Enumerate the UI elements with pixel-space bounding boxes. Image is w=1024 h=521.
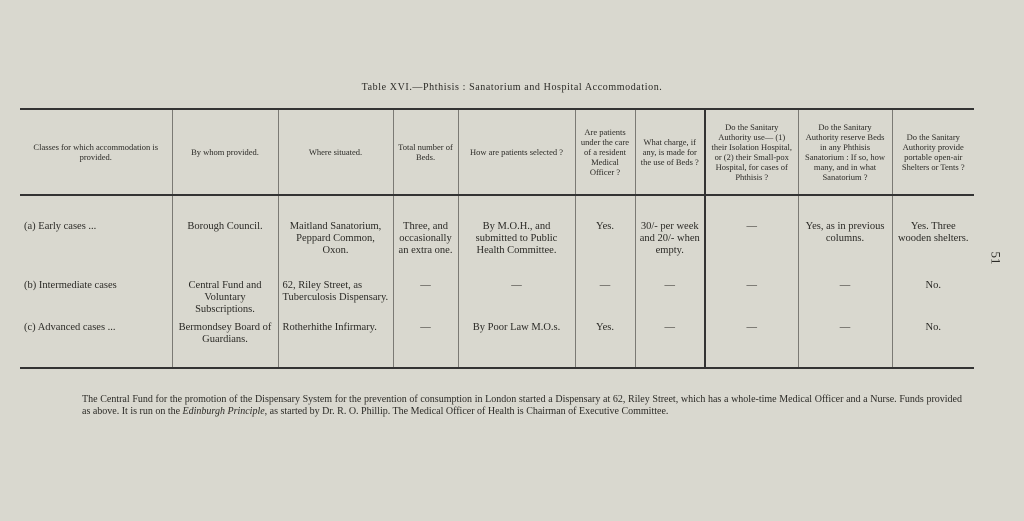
cell-charge: —	[635, 274, 705, 322]
cell-reserve-beds: Yes, as in previous columns.	[798, 195, 892, 274]
cell-situated: 62, Riley Street, as Tuberculosis Dispensary.	[278, 274, 393, 322]
accommodation-table	[20, 108, 974, 369]
cell-resident-officer: —	[575, 274, 635, 322]
table-row	[20, 195, 974, 274]
cell-beds: —	[393, 274, 458, 322]
table-caption: Table XVI.—Phthisis : Sanatorium and Hospital Accommodation.	[361, 82, 663, 93]
table-row	[20, 322, 974, 368]
table-row	[20, 274, 974, 322]
cell-provided-by: Bermondsey Board of Guardians.	[172, 322, 278, 368]
cell-selected: By Poor Law M.O.s.	[458, 322, 575, 368]
footnote-emphasis: Edinburgh Principle	[182, 405, 265, 417]
cell-provided-by: Borough Council.	[172, 195, 278, 274]
cell-situated: Maitland Sanatorium, Peppard Common, Oxon.	[278, 195, 393, 274]
header-row	[20, 109, 974, 195]
header-reserve-beds: Do the Sanitary Authority reserve Beds in any Phthisis Sanatorium : If so, how many, and in what Sanatorium ?	[798, 109, 892, 195]
cell-reserve-beds: —	[798, 274, 892, 322]
cell-resident-officer: Yes.	[575, 322, 635, 368]
header-total-beds: Total number of Beds.	[393, 109, 458, 195]
footnote	[82, 394, 962, 417]
header-shelters: Do the Sanitary Authority provide portable open-air Shelters or Tents ?	[892, 109, 974, 195]
cell-class: (c) Advanced cases ...	[20, 322, 172, 368]
cell-selected: By M.O.H., and submitted to Public Health Committee.	[458, 195, 575, 274]
footnote-text-end: , as started by Dr. R. O. Phillip. The Medical Officer of Health is Chairman of Executive Committee.	[264, 405, 669, 417]
header-classes: Classes for which accommodation is provided.	[20, 109, 172, 195]
cell-isolation: —	[705, 195, 798, 274]
header-by-whom: By whom provided.	[172, 109, 278, 195]
header-where: Where situated.	[278, 109, 393, 195]
cell-charge: —	[635, 322, 705, 368]
cell-shelters: No.	[892, 274, 974, 322]
cell-isolation: —	[705, 274, 798, 322]
cell-reserve-beds: —	[798, 322, 892, 368]
cell-situated: Rotherhithe Infirmary.	[278, 322, 393, 368]
cell-provided-by: Central Fund and Voluntary Subscriptions.	[172, 274, 278, 322]
footnote-text: The Central Fund for the promotion of the Dispensary System for the prevention of consumption in London started a Dispensary at 62, Riley Street, which has a whole-time Medical Officer and a Nurse. Funds provided as above. It is run on the	[82, 394, 962, 417]
cell-resident-officer: Yes.	[575, 195, 635, 274]
header-selection: How are patients selected ?	[458, 109, 575, 195]
cell-isolation: —	[705, 322, 798, 368]
cell-shelters: Yes. Three wooden shelters.	[892, 195, 974, 274]
header-charge: What charge, if any, is made for the use of Beds ?	[635, 109, 705, 195]
page-number: 51	[988, 251, 1004, 265]
cell-class: (b) Intermediate cases	[24, 280, 117, 291]
cell-class: (a) Early cases ...	[24, 221, 97, 232]
header-isolation: Do the Sanitary Authority use— (1) their Isolation Hospital, or (2) their Small-pox Hospital, for cases of Phthisis ?	[705, 109, 798, 195]
cell-shelters: No.	[892, 322, 974, 368]
header-resident-officer: Are patients under the care of a resident Medical Officer ?	[575, 109, 635, 195]
cell-selected: —	[458, 274, 575, 322]
cell-beds: —	[393, 322, 458, 368]
cell-charge: 30/- per week and 20/- when empty.	[635, 195, 705, 274]
cell-beds: Three, and occasionally an extra one.	[393, 195, 458, 274]
